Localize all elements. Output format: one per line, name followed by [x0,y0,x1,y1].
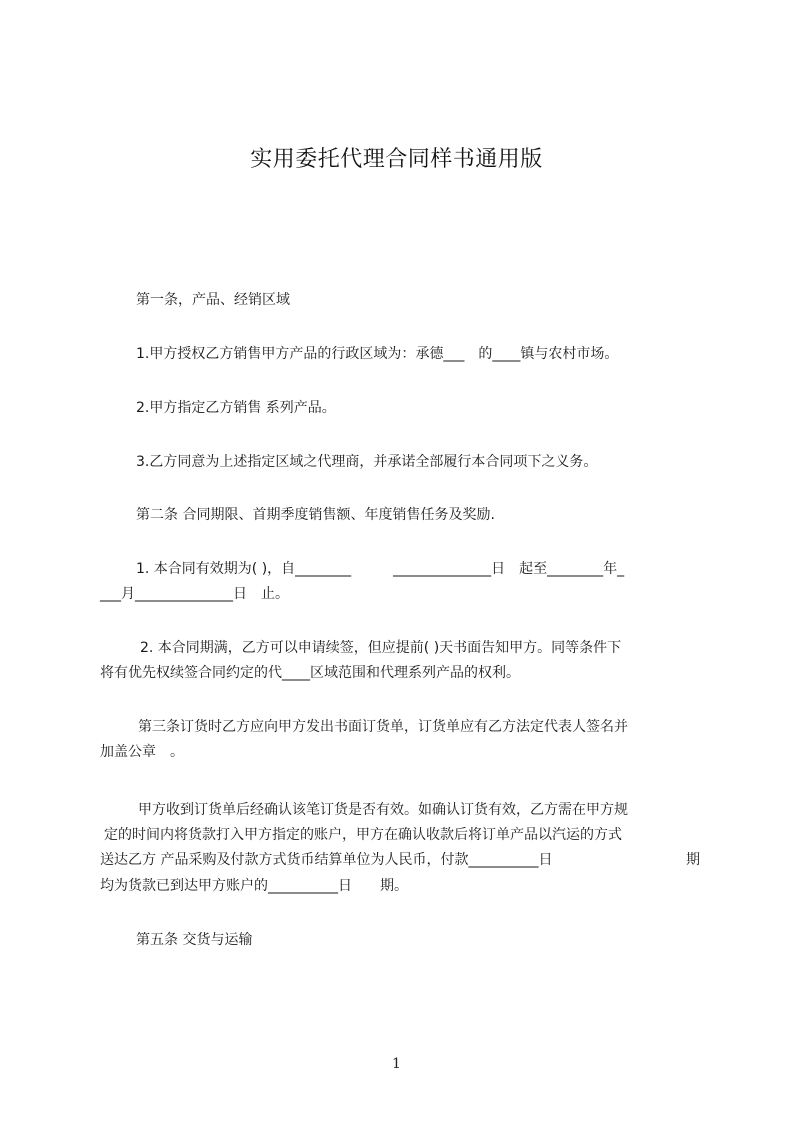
confirmation-paragraph-line-1: 甲方收到订货单后经确认该笔订货是否有效。如确认订货有效，乙方需在甲方规 [138,802,628,818]
clause-2-1-line-1: 1. 本合同有效期为( )，自________ ______________日 起至________年_ [136,561,625,577]
article-5-heading: 第五条 交货与运输 [136,932,253,948]
confirmation-line-3-right: 期 [686,852,700,868]
article-1-heading: 第一条，产品、经销区域 [136,292,290,308]
document-title: 实用委托代理合同样书通用版 [250,147,543,172]
clause-1-2: 2.甲方指定乙方销售 系列产品。 [136,400,336,416]
confirmation-paragraph-line-4: 均为货款已到达甲方账户的__________日 期。 [100,878,408,894]
clause-2-2-line-2: 将有优先权续签合同约定的代____区域范围和代理系列产品的权利。 [100,665,520,681]
clause-1-1: 1.甲方授权乙方销售甲方产品的行政区域为：承德___ 的____镇与农村市场。 [136,346,619,362]
clause-1-3: 3.乙方同意为上述指定区域之代理商，并承诺全部履行本合同项下之义务。 [136,454,598,470]
clause-2-1-line-2: ___月______________日 止。 [100,586,289,602]
confirmation-paragraph-line-3 [100,852,700,868]
article-2-heading: 第二条 合同期限、首期季度销售额、年度销售任务及奖励. [136,507,495,523]
confirmation-paragraph-line-2: 定的时间内将货款打入甲方指定的账户，甲方在确认收款后将订单产品以汽运的方式 [104,827,622,843]
page-number: 1 [392,1056,401,1072]
article-3-line-2: 加盖公章 。 [100,744,184,760]
clause-2-2-line-1: 2. 本合同期满，乙方可以申请续签，但应提前( )天书面告知甲方。同等条件下 [140,640,622,656]
article-3-line-1: 第三条订货时乙方应向甲方发出书面订货单，订货单应有乙方法定代表人签名并 [138,719,628,735]
confirmation-line-3-left: 送达乙方 产品采购及付款方式货币结算单位为人民币，付款__________日 [100,852,553,868]
